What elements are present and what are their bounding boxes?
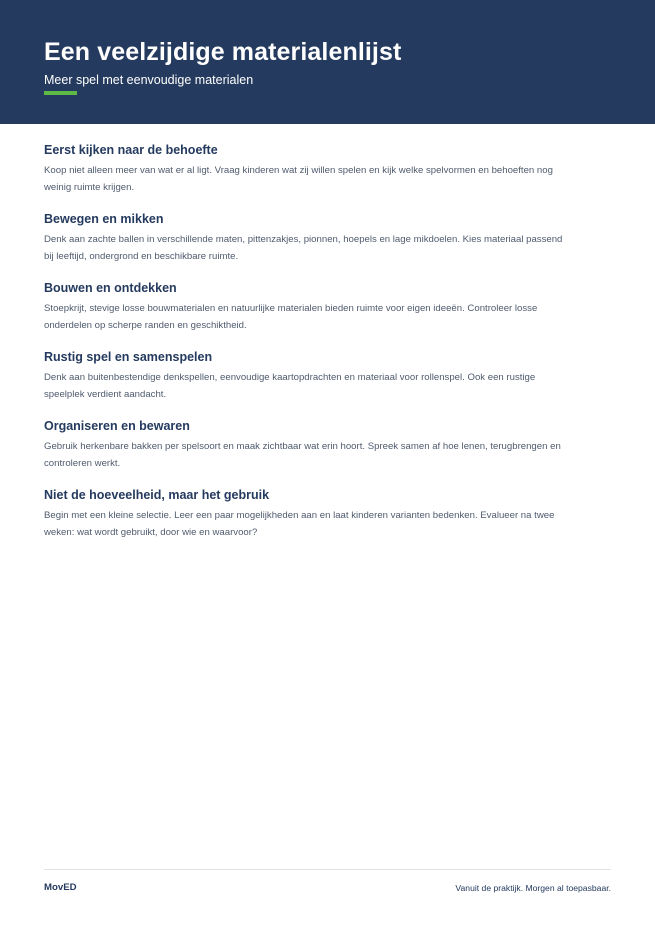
section-body: Stoepkrijt, stevige losse bouwmaterialen en natuurlijke materialen bieden ruimte voor eigen ideeën. Controleer losse onderdelen op scherpe randen en geschiktheid.	[44, 303, 538, 331]
section-behoefte	[44, 142, 574, 196]
section-organiseren	[44, 418, 574, 472]
header-banner	[0, 0, 655, 124]
section-heading: Organiseren en bewaren	[44, 419, 190, 433]
footer-tagline: Vanuit de praktijk. Morgen al toepasbaar.	[455, 883, 611, 893]
section-body: Koop niet alleen meer van wat er al ligt. Vraag kinderen wat zij willen spelen en kijk welke spelvormen en behoeften nog weinig ruimte krijgen.	[44, 165, 553, 193]
page-title: Een veelzijdige materialenlijst	[44, 38, 402, 66]
section-rustig-spel	[44, 349, 574, 403]
section-gebruik	[44, 487, 574, 541]
accent-bar	[44, 91, 77, 95]
page-subtitle: Meer spel met eenvoudige materialen	[44, 73, 254, 87]
footer-brand: MovED	[44, 882, 77, 893]
section-heading: Bouwen en ontdekken	[44, 281, 177, 295]
section-heading: Bewegen en mikken	[44, 212, 164, 226]
section-heading: Niet de hoeveelheid, maar het gebruik	[44, 488, 270, 502]
section-body: Begin met een kleine selectie. Leer een paar mogelijkheden aan en laat kinderen varianten bedenken. Evalueer na twee weken: wat wordt gebruikt, door wie en waarvoor?	[44, 510, 555, 538]
section-body: Gebruik herkenbare bakken per spelsoort en maak zichtbaar wat erin hoort. Spreek samen af hoe lenen, terugbrengen en controleren werkt.	[44, 441, 561, 469]
section-body: Denk aan buitenbestendige denkspellen, eenvoudige kaartopdrachten en materiaal voor rollenspel. Ook een rustige speelplek verdient aandacht.	[44, 372, 536, 400]
section-body: Denk aan zachte ballen in verschillende maten, pittenzakjes, pionnen, hoepels en lage mikdoelen. Kies materiaal passend bij leeftijd, ondergrond en beschikbare ruimte.	[44, 234, 563, 262]
content-area	[44, 142, 574, 556]
section-heading: Rustig spel en samenspelen	[44, 350, 213, 364]
section-heading: Eerst kijken naar de behoefte	[44, 143, 218, 157]
section-bouwen	[44, 280, 574, 334]
footer-divider	[44, 869, 611, 870]
section-bewegen	[44, 211, 574, 265]
